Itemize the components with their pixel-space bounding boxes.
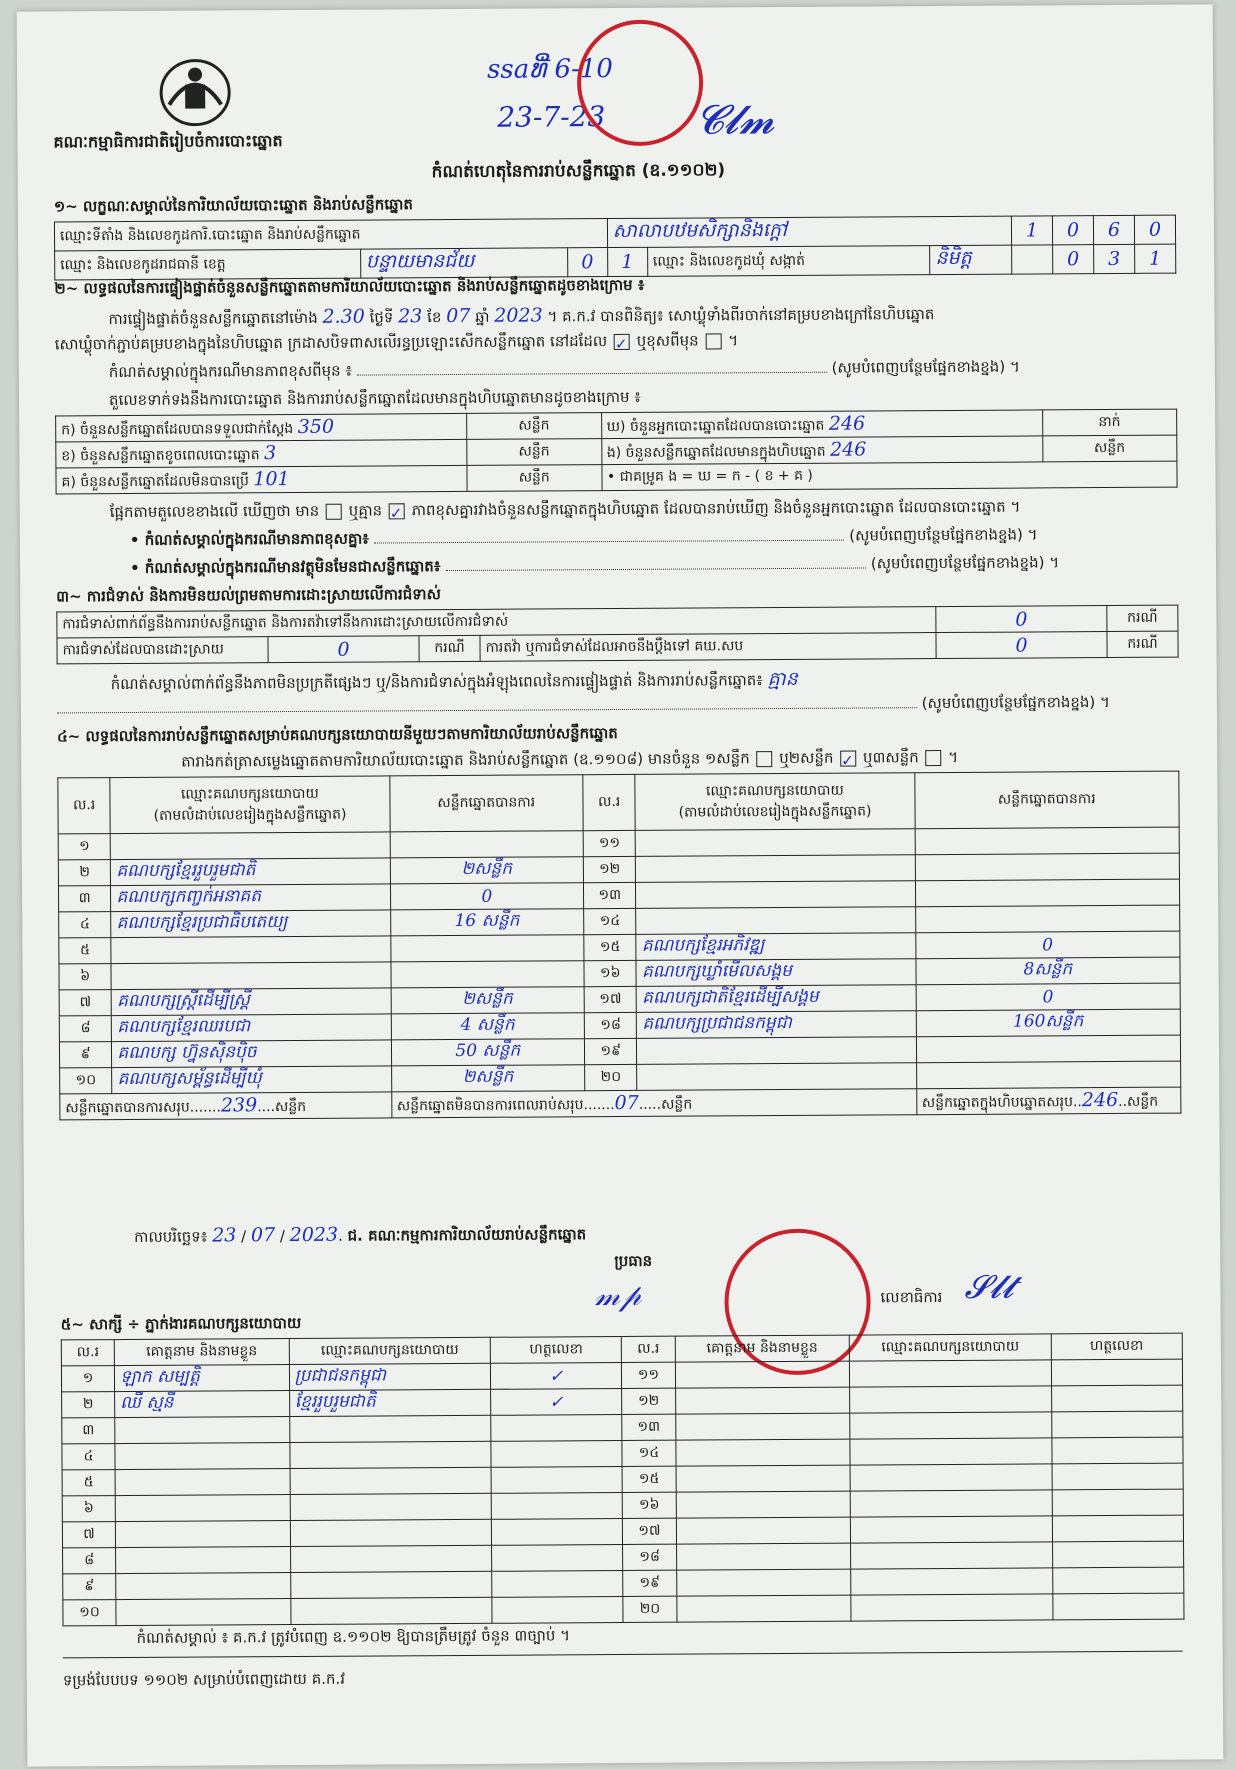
party-name: គណបក្សឃ្លាំមើលសង្គម	[636, 959, 915, 987]
witness-name	[115, 1469, 290, 1496]
witness-signature	[1052, 1489, 1183, 1516]
witness-party	[289, 1415, 491, 1442]
witness-table: ល.រ គោត្តនាម និងនាមខ្លួន ឈ្មោះគណបក្សនយោបាយ ហត្ថលេខា ល.រ គោត្តនាម និងនាមខ្លួន ឈ្មោះគណបក្សនយោបាយ ហត្ថលេខា ១ ឡាក សម្បត្តិ ប្រជាជនកម្ពុជា ✓ ១១ ២ ឈឺ ស្មនី ខ្មែររួបរួមជាតិ ✓ ១២ ៣ ១៣ ៤ ១៤ ៥ ១៥ ៦ ១៦ ៧ ១៧ ៨ ១៨ ៩ ១៩ ១០ ២០	[61, 1333, 1185, 1627]
witness-signature	[492, 1518, 623, 1545]
party-name	[111, 832, 390, 860]
witness-rows	[61, 1359, 1184, 1626]
section1-heading: ១~ លក្ខណៈសម្គាល់នៃការិយាល័យបោះឆ្នោត និងរាប់សន្លឹកឆ្នោត	[53, 195, 413, 216]
witness-signature	[1051, 1359, 1182, 1386]
verification-line: ការផ្ទៀងផ្ទាត់ចំនួនសន្លឹកឆ្នោតនៅម៉ោង 2.30 ថ្ងៃទី 23 ខែ 07 ឆ្នាំ 2023 ។ គ.ក.វ បានពិនិត្យ៖ សោឃ្លុំទាំងពីរចាក់នៅគម្របខាងក្រៅនៃហិបឆ្នោត	[108, 304, 935, 329]
party-name: គណបក្សខ្មែរប្រជាធិបតេយ្យ	[111, 910, 390, 938]
witness-name	[115, 1495, 290, 1522]
witness-no: ១	[61, 1366, 114, 1392]
difference-note-line: កំណត់សម្គាល់ក្នុងករណីមានភាពខុសពីមុន ៖ (សូមបំពេញបន្ថែមផ្នែកខាងខ្នង) ។	[108, 357, 1020, 382]
witness-no: ១៩	[623, 1570, 676, 1596]
witness-no: ១៤	[622, 1440, 675, 1466]
total-invalid: សន្លឹកឆ្នោតមិនបានការពេលរាប់សរុប.......07.....សន្លឹក	[391, 1089, 916, 1118]
province-label: ឈ្មោះ និងលេខកូដរាជធានី ខេត្ត	[55, 249, 361, 280]
witness-name	[675, 1387, 850, 1414]
witness-no: ១៨	[623, 1544, 676, 1570]
witness-no: ៦	[62, 1496, 115, 1522]
date-month: 07	[250, 1224, 276, 1247]
verify-month: 07	[446, 304, 471, 328]
three-sheets-checkbox[interactable]	[925, 750, 941, 766]
commune-code-1: 0	[1053, 245, 1094, 274]
emblem-logo	[155, 54, 235, 128]
party-votes	[390, 961, 584, 988]
section2-heading: ២~ លទ្ធផលនៃការផ្ទៀងផ្ទាត់ចំនួនសន្លឹកឆ្នោតតាមការិយាល័យបោះឆ្នោត និងរាប់សន្លឹកឆ្នោតដូចខាងក្រោម ៖	[54, 275, 645, 298]
objections-count: 0	[936, 606, 1107, 633]
party-name: គណបក្សខ្មែររួបរួមជាតិ	[111, 858, 390, 886]
witness-signature	[1052, 1541, 1183, 1568]
verify-day: 23	[398, 305, 423, 328]
witness-name	[116, 1547, 291, 1574]
witness-signature	[492, 1570, 623, 1597]
party-no: ១៦	[584, 960, 637, 986]
witness-no: ៨	[63, 1548, 116, 1574]
station-code-4: 0	[1134, 215, 1175, 244]
witness-party: ខ្មែររួបរួមជាតិ	[289, 1389, 491, 1416]
party-no: ៣	[58, 886, 111, 912]
witness-party	[850, 1412, 1052, 1439]
witness-name	[116, 1573, 291, 1600]
ballots-received: 350	[297, 415, 335, 438]
witness-signature	[492, 1544, 623, 1571]
witness-no: ១៧	[623, 1518, 676, 1544]
witness-signature	[1051, 1411, 1182, 1438]
witness-no: ៥	[62, 1470, 115, 1496]
witness-no: ១៥	[623, 1466, 676, 1492]
party-name	[636, 829, 915, 857]
party-no: ១៣	[584, 882, 637, 908]
party-no: ៤	[59, 912, 112, 938]
one-sheet-checkbox[interactable]	[756, 751, 772, 767]
appeal-count: 0	[936, 632, 1107, 659]
handwritten-annotation-2: 23-7-23	[497, 100, 606, 134]
bullet-nonballot-note: • កំណត់សម្គាល់ក្នុងករណីមានវត្ថុមិនមែនជាសន្លឹកឆ្នោត៖ (សូមបំពេញបន្ថែមផ្នែកខាងខ្នង) ។	[129, 553, 1060, 577]
witness-party	[290, 1441, 492, 1468]
party-votes: 0	[916, 983, 1181, 1011]
handwritten-annotation-1: ssaທີ່ 6-10	[486, 54, 614, 85]
witness-name	[676, 1465, 851, 1492]
province-code-1: 0	[567, 248, 607, 277]
witness-party	[290, 1493, 492, 1520]
witness-party	[290, 1519, 492, 1546]
witness-no: ១១	[622, 1362, 675, 1388]
party-votes	[390, 831, 584, 858]
witness-no: ៩	[63, 1574, 116, 1600]
witness-party	[850, 1490, 1052, 1517]
party-no: ១៤	[584, 908, 637, 934]
party-votes	[915, 879, 1180, 907]
witness-signature	[1053, 1593, 1184, 1620]
commune-value: និមិត្ត	[930, 245, 1012, 274]
secretary-signature: 𝓢𝓵𝓽	[964, 1267, 1014, 1306]
section3-heading: ៣~ ការជំទាស់ និងការមិនយល់ព្រមតាមការដោះស្រាយលើការជំទាស់	[56, 585, 441, 606]
witness-signature	[1052, 1437, 1183, 1464]
party-name	[111, 936, 390, 964]
committee-name: គណៈកម្មាធិការជាតិរៀបចំការបោះឆ្នោត	[53, 131, 283, 152]
no-discrepancy-checkbox[interactable]: ✓	[389, 503, 405, 519]
witness-party	[850, 1438, 1052, 1465]
irregularities-value: គ្មាន	[767, 667, 798, 691]
witness-party	[290, 1571, 492, 1598]
party-votes	[915, 827, 1180, 855]
party-no: ៧	[59, 990, 112, 1016]
party-no: ១២	[583, 856, 636, 882]
secretary-label: លេខាធិការ	[880, 1288, 943, 1307]
party-results-table: ល.រ ឈ្មោះគណបក្សនយោបាយ (តាមលំដាប់លេខរៀងក្នុងសន្លឹកឆ្នោត) សន្លឹកឆ្នោតបានការ ល.រ ឈ្មោះគណបក្សនយោបាយ (តាមលំដាប់លេខរៀងក្នុងសន្លឹកឆ្នោត) សន្លឹកឆ្នោតបានការ ១ ១១ ២ គណបក្សខ្មែររួបរួមជាតិ ២សន្លឹក ១២ ៣ គណបក្សកញ្ចក់អនាគត 0 ១៣ ៤ គណបក្សខ្មែរប្រជាធិបតេយ្យ 16 សន្លឹក ១៤ ៥ ១៥ គណបក្សខ្មែរអភិវឌ្ឍ 0 ៦ ១៦ គណបក្សឃ្លាំមើលសង្គម 8សន្លឹក ៧ គណបក្សស្រ្ដីដើម្បីស្ដ្រី ២សន្លឹក ១៧ គណបក្សជាតិខ្មែរដើម្បីសង្គម 0 ៨ គណបក្សខ្មែរឈរបជា 4 សន្លឹក ១៨ គណបក្សប្រជាជនកម្ពុជា 160សន្លឹក ៩ គណបក្ស ហ្វ៊ុនស៊ិនប៉ិច 50 សន្លឹក ១៩ ១០ គណបក្សសម្ព័ន្ធដើម្បីឃុំ ២សន្លឹក ២០ សន្លឹកឆ្នោតបានការសរុប.......239....សន្លឹក សន្លឹកឆ្នោតមិនបានការពេលរាប់សរុប.......07.....សន្លឹក សន្លឹកឆ្នោតក្នុងហិបឆ្នោតសរុប..246..សន្លឹក	[57, 771, 1181, 1121]
witness-signature	[1051, 1385, 1182, 1412]
party-votes	[915, 905, 1180, 933]
witness-name	[676, 1491, 851, 1518]
party-votes: ២សន្លឹក	[390, 857, 584, 884]
party-no: ១១	[583, 830, 636, 856]
party-name	[637, 1037, 916, 1065]
irregularities-note: កំណត់សម្គាល់ពាក់ព័ន្ធនឹងភាពមិនប្រក្រតីផ្សេងៗ ឬ/និងការជំទាស់ក្នុងអំឡុងពេលនៃការផ្ទៀងផ្ទាត់ និងការរាប់សន្លឹកឆ្នោត៖ គ្មាន	[110, 667, 798, 694]
witness-party	[851, 1568, 1053, 1595]
station-code-2: 0	[1052, 216, 1093, 245]
party-votes: 4 សន្លឹក	[391, 1013, 585, 1040]
witness-name	[676, 1569, 851, 1596]
party-no: ១៩	[584, 1038, 637, 1064]
witness-signature	[491, 1466, 622, 1493]
party-votes	[916, 1061, 1181, 1089]
party-no: ១៧	[584, 986, 637, 1012]
party-no: ១៨	[584, 1012, 637, 1038]
party-votes: 50 សន្លឹក	[391, 1039, 585, 1066]
resolved-count: 0	[268, 636, 419, 663]
party-no: ២០	[585, 1064, 638, 1090]
verify-year: 2023	[494, 304, 543, 327]
party-name	[636, 855, 915, 883]
witness-party	[850, 1386, 1052, 1413]
station-code-3: 6	[1093, 215, 1134, 244]
ballots-unused: 101	[253, 467, 290, 490]
witness-signature	[1052, 1515, 1183, 1542]
party-no: ៥	[59, 938, 112, 964]
figures-table: ក) ចំនួនសន្លឹកឆ្នោតដែលបានទទួលជាក់ស្ដែង 350 សន្លឹក ឃ) ចំនួនអ្នកបោះឆ្នោតដែលបានបោះឆ្នោត 246 នាក់ ខ) ចំនួនសន្លឹកឆ្នោតខូចពេលបោះឆ្នោត 3 សន្លឹក ង) ចំនួនសន្លឹកឆ្នោតដែលមានក្នុងហិបឆ្នោត 246 សន្លឹក គ) ចំនួនសន្លឹកឆ្នោតដែលមិនបានប្រើ 101 សន្លឹក • ជាគម្រូគ ង = ឃ = ក - ( ខ + គ )	[55, 409, 1177, 495]
party-no: ៨	[59, 1016, 112, 1042]
witness-name	[115, 1521, 290, 1548]
verify-time: 2.30	[322, 305, 365, 328]
party-rows	[58, 827, 1181, 1094]
witness-signature	[1052, 1463, 1183, 1490]
different-checkbox[interactable]	[705, 333, 721, 349]
irregularities-line: (សូមបំពេញបន្ថែមផ្នែកខាងខ្នង) ។	[57, 693, 1177, 722]
witness-party	[850, 1516, 1052, 1543]
witness-no: ១៣	[622, 1414, 675, 1440]
party-votes	[390, 935, 584, 962]
witness-no: ៧	[62, 1522, 115, 1548]
party-name: គណបក្សជាតិខ្មែរដើម្បីសង្គម	[637, 985, 916, 1013]
section5-heading: ៥~ សាក្សី ÷ ភ្នាក់ងារគណបក្សនយោបាយ	[60, 1313, 302, 1334]
witness-signature: ✓	[491, 1388, 622, 1415]
witness-no: ២	[62, 1392, 115, 1418]
party-name: គណបក្សខ្មែរអភិវឌ្ឍ	[636, 933, 915, 961]
station-value: សាលាបឋមសិក្សានិងក្ដៅ	[607, 216, 1011, 247]
chair-signature: 𝓂𝓅	[594, 1277, 642, 1314]
witness-party	[851, 1594, 1053, 1621]
party-name	[636, 881, 915, 909]
witness-name	[115, 1417, 290, 1444]
witness-name: ឈឺ ស្មនី	[115, 1391, 290, 1418]
formula: • ជាគម្រូគ ង = ឃ = ក - ( ខ + គ )	[601, 461, 1177, 491]
witness-name	[676, 1595, 851, 1622]
witness-party	[851, 1542, 1053, 1569]
figures-intro: តួលេខទាក់ទងនឹងការបោះឆ្នោត និងការរាប់សន្លឹកឆ្នោតដែលមានក្នុងហិបឆ្នោតមានដូចខាងក្រោម ៖	[108, 387, 641, 410]
party-name: គណបក្សកញ្ចក់អនាគត	[111, 884, 390, 912]
party-no: ១៥	[584, 934, 637, 960]
witness-name	[676, 1543, 851, 1570]
party-name	[636, 907, 915, 935]
party-no: ២	[58, 860, 111, 886]
witness-no: ១២	[622, 1388, 675, 1414]
witness-no: ៤	[62, 1444, 115, 1470]
witness-no: ១៦	[623, 1492, 676, 1518]
witness-party: ប្រជាជនកម្ពុជា	[289, 1363, 491, 1390]
witness-signature	[491, 1492, 622, 1519]
signature-top: 𝓒𝓵𝓶	[695, 97, 775, 144]
party-name: គណបក្សខ្មែរឈរបជា	[112, 1014, 391, 1042]
witness-no: ៣	[62, 1418, 115, 1444]
witness-party	[290, 1597, 492, 1624]
voters-count: 246	[828, 411, 866, 435]
seal-check-line: សោឃ្លុំចាក់ភ្ជាប់គម្របខាងក្នុងនៃហិបឆ្នោត ក្រដាសបិទពាសលើរន្ធប្រឡោះសើកសន្លឹកឆ្នោត នៅដដែល ✓ ឬខុសពីមុន ។	[54, 331, 739, 354]
witness-name	[116, 1599, 291, 1626]
party-name	[637, 1063, 916, 1091]
witness-signature	[491, 1440, 622, 1467]
party-name: គណបក្សប្រជាជនកម្ពុជា	[637, 1011, 916, 1039]
bullet-difference-note: • កំណត់សម្គាល់ក្នុងករណីមានភាពខុសគ្នា៖ (សូមបំពេញបន្ថែមផ្នែកខាងខ្នង) ។	[129, 525, 1038, 549]
ballots-spoiled: 3	[263, 441, 277, 464]
party-no: ៦	[59, 964, 112, 990]
party-no: ៩	[59, 1042, 112, 1068]
same-checkbox[interactable]: ✓	[614, 333, 630, 349]
party-name: គណបក្ស ហ្វ៊ុនស៊ិនប៉ិច	[112, 1040, 391, 1068]
party-no: ១	[58, 834, 111, 860]
discrepancy-line: ផ្អែកតាមតួលេខខាងលើ ឃើញថា មាន ឬគ្មាន ✓ ភាពខុសគ្នារវាងចំនួនសន្លឹកឆ្នោតក្នុងហិបឆ្នោត ដែលបានរាប់ឃើញ និងចំនួនអ្នកបោះឆ្នោត ដែលបានបោះឆ្នោត ។	[109, 497, 1021, 522]
party-votes: ២សន្លឹក	[391, 1065, 585, 1092]
witness-party	[850, 1360, 1052, 1387]
ballots-in-box: 246	[829, 437, 867, 461]
party-votes	[916, 1035, 1181, 1063]
commune-code-2: 3	[1094, 244, 1135, 273]
party-votes: ២សន្លឹក	[391, 987, 585, 1014]
chair-label: ប្រធាន	[614, 1251, 653, 1271]
date-day: 23	[212, 1224, 237, 1247]
form-title: កំណត់ហេតុនៃការរាប់សន្លឹកឆ្នោត (ឧ.១១០២)	[431, 160, 726, 183]
witness-name: ឡាក សម្បត្តិ	[115, 1365, 290, 1392]
has-discrepancy-checkbox[interactable]	[326, 503, 342, 519]
witness-name	[675, 1361, 850, 1388]
section1-table	[54, 215, 1176, 281]
witness-name	[675, 1413, 850, 1440]
commune-label: ឈ្មោះ និងលេខកូដឃុំ សង្កាត់	[647, 246, 930, 277]
footnote: កំណត់សម្គាល់ ៖ គ.ក.វ ត្រូវបំពេញ ឧ.១១០២ ឱ្យបានត្រឹមត្រូវ ចំនួន ៣ច្បាប់ ។	[136, 1626, 571, 1647]
witness-no: ២០	[623, 1596, 676, 1622]
party-no: ១០	[60, 1068, 113, 1094]
total-in-box: សន្លឹកឆ្នោតក្នុងហិបឆ្នោតសរុប..246..សន្លឹក	[916, 1087, 1181, 1115]
province-value: បន្ទាយមានជ័យ	[360, 248, 567, 278]
date-line: កាលបរិច្ឆេទ៖ 23 / 07 / 2023. ជ. គណៈកម្មការការិយាល័យរាប់សន្លឹកឆ្នោត	[134, 1223, 587, 1247]
witness-no: ១០	[63, 1600, 116, 1626]
objections-table: ការជំទាស់ពាក់ព័ន្ធនឹងការរាប់សន្លឹកឆ្នោត និងការតវ៉ាទៅនឹងការដោះស្រាយលើការជំទាស់ 0 ករណី ការជំទាស់ដែលបានដោះស្រាយ 0 ករណី ការតវ៉ា ឬការជំទាស់ដែលអាចនឹងប្ដឹងទៅ គឃ.សប 0 ករណី	[56, 605, 1178, 665]
tally-sheet-line: តារាងកត់ត្រាសម្លេងឆ្នោតតាមការិយាល័យបោះឆ្នោត និងរាប់សន្លឹកឆ្នោត (ឧ.១១០៨) មានចំនួន ១សន្លឹក ឬ២សន្លឹក ✓ ឬ៣សន្លឹក ។	[181, 747, 959, 771]
party-votes: 0	[390, 883, 584, 910]
witness-name	[675, 1439, 850, 1466]
party-votes	[915, 853, 1180, 881]
witness-signature	[492, 1596, 623, 1623]
table-row	[63, 1593, 1184, 1626]
witness-signature	[491, 1414, 622, 1441]
red-seal-top	[577, 19, 704, 146]
witness-name	[676, 1517, 851, 1544]
province-code-2: 1	[607, 247, 647, 276]
party-votes: 8សន្លឹក	[915, 957, 1180, 985]
witness-party	[290, 1545, 492, 1572]
party-votes: 0	[915, 931, 1180, 959]
party-votes: 160សន្លឹក	[916, 1009, 1181, 1037]
witness-party	[850, 1464, 1052, 1491]
witness-signature: ✓	[491, 1362, 622, 1389]
station-label: ឈ្មោះទីតាំង និងលេខកូដការិ.បោះឆ្នោត និងរាប់សន្លឹកឆ្នោត	[54, 219, 607, 251]
two-sheets-checkbox[interactable]: ✓	[840, 750, 856, 766]
form-note: ទម្រង់បែបបទ ១១០២ សម្រាប់បំពេញដោយ គ.ក.វ	[62, 1669, 346, 1690]
party-name: គណបក្សស្រ្ដីដើម្បីស្ដ្រី	[112, 988, 391, 1016]
station-code-1: 1	[1011, 216, 1052, 245]
witness-signature	[1052, 1567, 1183, 1594]
witness-name	[115, 1443, 290, 1470]
total-valid: សន្លឹកឆ្នោតបានការសរុប.......239....សន្លឹក	[60, 1092, 392, 1120]
party-name: គណបក្សសម្ព័ន្ធដើម្បីឃុំ	[112, 1066, 391, 1094]
commune-code-3: 1	[1135, 244, 1176, 273]
witness-party	[290, 1467, 492, 1494]
section4-heading: ៤~ លទ្ធផលនៃការរាប់សន្លឹកឆ្នោតសម្រាប់គណបក្សនយោបាយនីមួយៗតាមការិយាល័យរាប់សន្លឹកឆ្នោត	[57, 724, 618, 746]
party-votes: 16 សន្លឹក	[390, 909, 584, 936]
date-year: 2023	[289, 1223, 339, 1247]
form-sheet	[17, 4, 1224, 1766]
party-name	[111, 962, 390, 990]
